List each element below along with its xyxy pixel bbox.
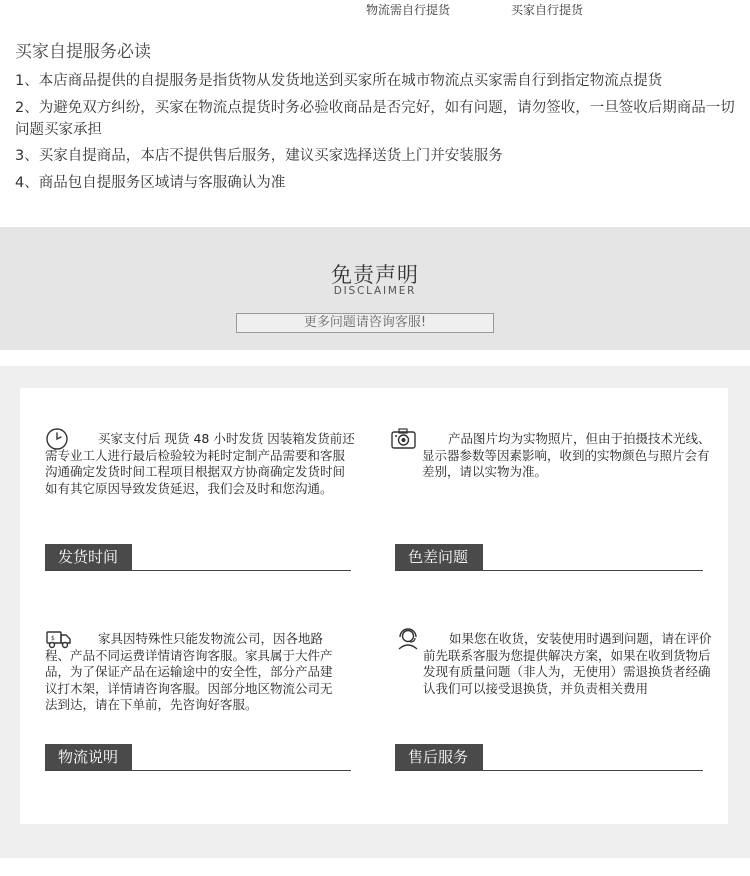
divider [395, 770, 703, 771]
logistics-text: 家具因特殊性只能发物流公司，因各地路程、产品不同运费详情请咨询客服。家具属于大件产品，为了保证产品在运输途中的安全性，部分产品建议打木架，详情请咨询客服。因部分地区物流公司无法到达，请在下单前，先咨询好客服。 [45, 631, 333, 712]
disclaimer-band [0, 227, 750, 350]
shipping-label: 发货时间 [45, 544, 132, 571]
pickup-item: 4、商品包自提服务区域请与客服确认为准 [15, 174, 286, 191]
shipping-text: 买家支付后 现货 48 小时发货 因装箱发货前还需专业工人进行最后检验较为耗时定制产品需要和客服沟通确定发货时间工程项目根据双方协商确定发货时间如有其它原因导致发货延迟，我们会及时和您沟通。 [45, 431, 355, 496]
pickup-title: 买家自提服务必读 [15, 42, 151, 62]
aftersale-block [395, 627, 715, 777]
disclaimer-subtitle: DISCLAIMER [333, 285, 417, 297]
color-block [390, 427, 710, 577]
logistics-label: 物流说明 [45, 744, 132, 771]
logistics-block [45, 627, 355, 777]
svg-text:$: $ [51, 635, 55, 642]
aftersale-label: 售后服务 [395, 744, 483, 771]
divider [45, 770, 351, 771]
tab-buyer-pickup[interactable]: 买家自行提货 [511, 3, 584, 17]
color-label: 色差问题 [395, 544, 483, 571]
pickup-item: 3、买家自提商品，本店不提供售后服务，建议买家选择送货上门并安装服务 [15, 148, 503, 164]
contact-service-button[interactable]: 更多问题请咨询客服! [236, 313, 494, 333]
color-text: 产品图片均为实物照片，但由于拍摄技术光线、显示器参数等因素影响，收到的实物颜色与照片会有差别，请以实物为准。 [422, 431, 711, 479]
top-tabs [0, 0, 750, 18]
pickup-item: 2、为避免双方纠纷，买家在物流点提货时务必验收商品是否完好，如有问题，请勿签收，一旦签收后期商品一切问题买家承担 [15, 99, 735, 138]
divider [395, 570, 703, 571]
camera-icon [390, 427, 416, 451]
pickup-list [15, 70, 735, 198]
pickup-item: 1、本店商品提供的自提服务是指货物从发货地送到买家所在城市物流点买家需自行到指定物流点提货 [15, 73, 663, 89]
shipping-block [45, 427, 355, 577]
disclaimer-title: 免责声明 [331, 263, 419, 287]
divider [45, 570, 351, 571]
aftersale-text: 如果您在收货，安装使用时遇到问题，请在评价前先联系客服为您提供解决方案，如果在收到货物后发现有质量问题（非人为，无使用）需退换货者经确认我们可以接受退换货，并负责相关费用 [423, 631, 712, 696]
tab-logistics-pickup[interactable]: 物流需自行提货 [366, 3, 451, 17]
headset-icon [395, 627, 421, 651]
